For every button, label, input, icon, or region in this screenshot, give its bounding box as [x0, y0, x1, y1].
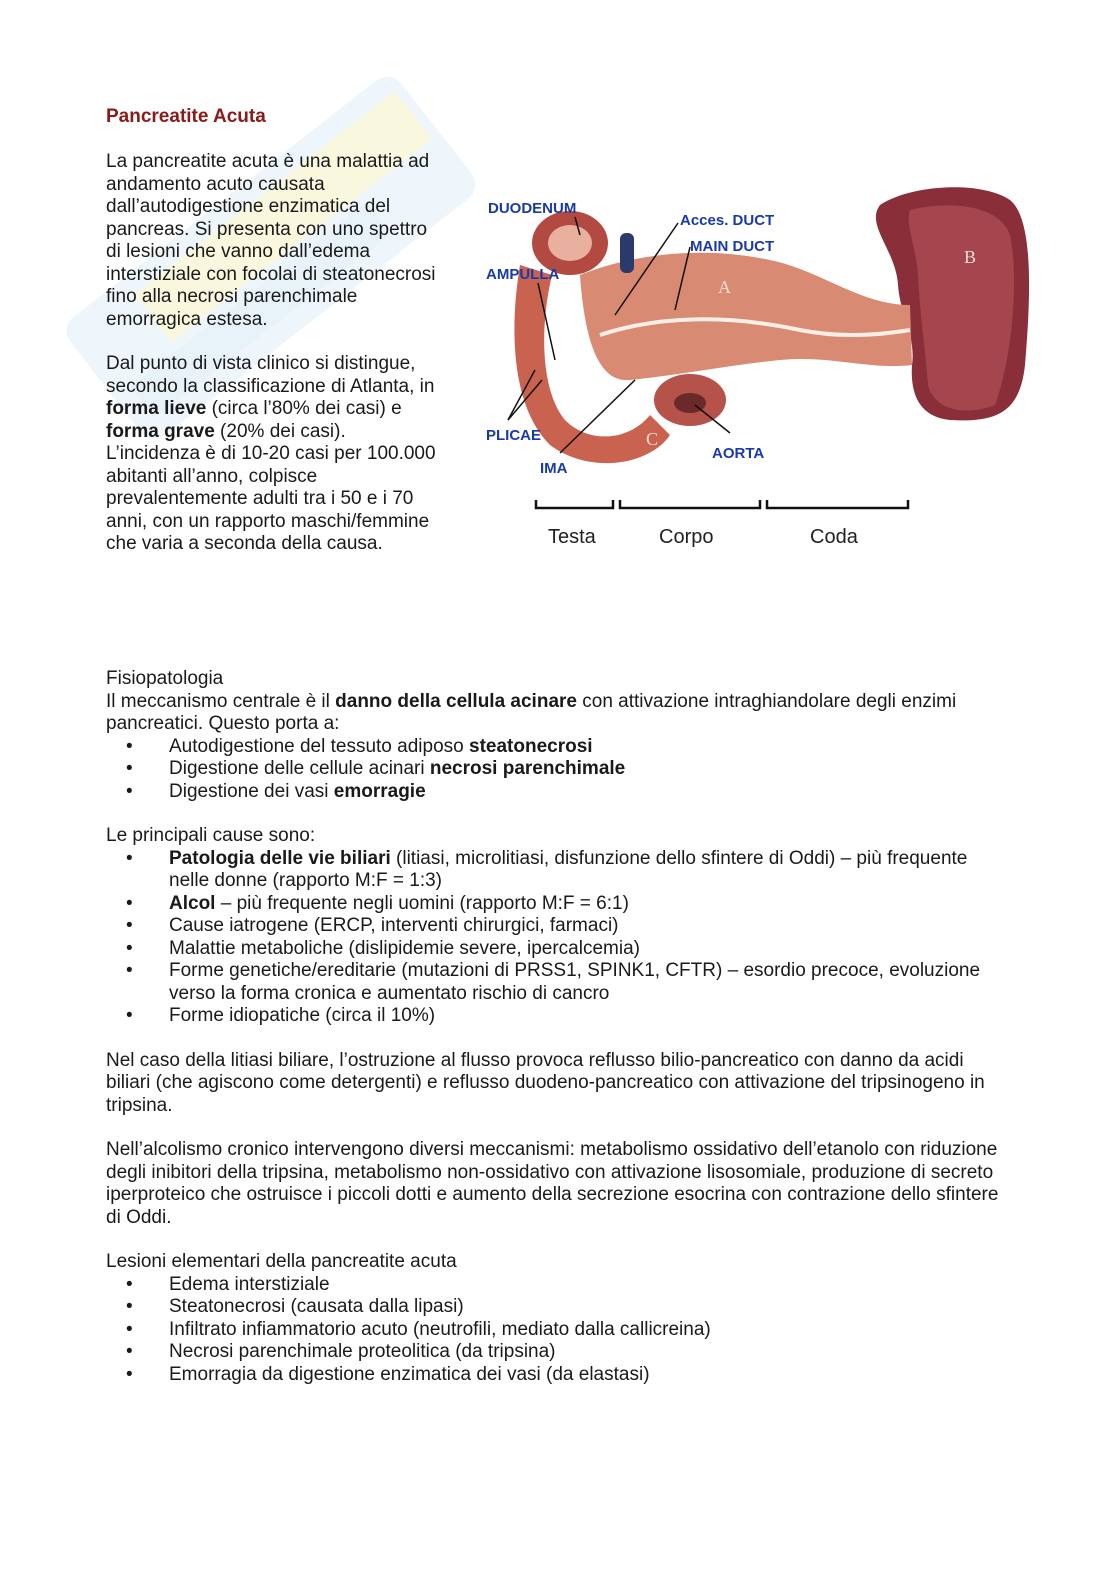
fisiopatologia-list — [106, 736, 1006, 804]
fisiopatologia-section — [106, 668, 1006, 803]
intro-paragraph-1: La pancreatite acuta è una malattia ad andamento acuto causata dall’autodigestione enzimatica del pancreas. Si presenta con uno spettro di lesioni che vanno dall’edema interstiziale con focolai di steatonecrosi fino alla necrosi parenchimale emorragica estesa. — [106, 151, 436, 330]
label-plicae: PLICAE — [486, 427, 542, 444]
litiasi-section — [106, 1050, 1006, 1118]
page-title: Pancreatite Acuta — [106, 106, 266, 127]
region-testa: Testa — [548, 526, 596, 548]
label-c: C — [646, 429, 659, 449]
list-item: • Autodigestione del tessuto adiposo steatonecrosi — [106, 736, 1006, 759]
main-content — [106, 668, 1006, 1408]
cause-section — [106, 825, 1006, 1028]
list-item: • Emorragia da digestione enzimatica dei vasi (da elastasi) — [106, 1364, 1006, 1387]
cause-list — [106, 848, 1006, 1028]
list-item: • Malattie metaboliche (dislipidemie severe, ipercalcemia) — [106, 938, 1006, 961]
list-item: • Forme genetiche/ereditarie (mutazioni di PRSS1, SPINK1, CFTR) – esordio precoce, evoluzione verso la forma cronica e aumentato rischio di cancro — [106, 960, 1006, 1005]
label-main-duct: MAIN DUCT — [690, 238, 775, 255]
pancreas-anatomy-figure — [480, 165, 1040, 565]
intro-section — [106, 151, 436, 578]
list-item: • Edema interstiziale — [106, 1274, 1006, 1297]
list-item: • Cause iatrogene (ERCP, interventi chirurgici, farmaci) — [106, 915, 1006, 938]
label-acces-duct: Acces. DUCT — [680, 212, 775, 229]
litiasi-paragraph: Nel caso della litiasi biliare, l’ostruzione al flusso provoca reflusso bilio-pancreatico con danno da acidi biliari (che agiscono come detergenti) e reflusso duodeno-pancreatico con attivazione del tripsinogeno in tripsina. — [106, 1049, 985, 1116]
region-coda: Coda — [810, 526, 858, 548]
list-item: • Steatonecrosi (causata dalla lipasi) — [106, 1296, 1006, 1319]
label-ampulla: AMPULLA — [486, 266, 560, 283]
list-item: • Patologia delle vie biliari (litiasi, microlitiasi, disfunzione dello sfintere di Oddi) – più frequente nelle donne (rapporto M:F = 1:3) — [106, 848, 1006, 893]
label-duodenum: DUODENUM — [488, 200, 577, 217]
cause-heading: Le principali cause sono: — [106, 825, 316, 846]
list-item: • Digestione delle cellule acinari necrosi parenchimale — [106, 758, 1006, 781]
lesioni-heading: Lesioni elementari della pancreatite acuta — [106, 1251, 457, 1272]
region-corpo: Corpo — [659, 526, 714, 548]
fisiopatologia-heading: Fisiopatologia — [106, 668, 224, 689]
lesioni-section — [106, 1251, 1006, 1386]
list-item: • Digestione dei vasi emorragie — [106, 781, 1006, 804]
label-aorta: AORTA — [712, 445, 765, 462]
region-brackets — [536, 500, 908, 508]
label-a: A — [718, 277, 731, 297]
list-item: • Alcol – più frequente negli uomini (rapporto M:F = 6:1) — [106, 893, 1006, 916]
label-b: B — [964, 247, 977, 267]
alcolismo-section — [106, 1139, 1006, 1229]
list-item: • Necrosi parenchimale proteolitica (da tripsina) — [106, 1341, 1006, 1364]
fisiopatologia-intro: Il meccanismo centrale è il danno della cellula acinare con attivazione intraghiandolare degli enzimi pancreatici. Questo porta a: — [106, 690, 957, 734]
pancreas-illustration — [480, 165, 1040, 565]
intro-paragraph-2: Dal punto di vista clinico si distingue, secondo la classificazione di Atlanta, in forma lieve (circa l’80% dei casi) e forma grave (20% dei casi). L’incidenza è di 10-20 casi per 100.000 abitanti all’anno, colpisce prevalentemente adulti tra i 50 e i 70 anni, con un rapporto maschi/femmine che varia a seconda della causa. — [106, 353, 436, 554]
alcolismo-paragraph: Nell’alcolismo cronico intervengono diversi meccanismi: metabolismo ossidativo dell’etanolo con riduzione degli inibitori della tripsina, metabolismo non-ossidativo con attivazione lisosomiale, produzione di secreto iperproteico che ostruisce i piccoli dotti e aumento della secrezione esocrina con contrazione dello sfintere di Oddi. — [106, 1139, 999, 1228]
list-item: • Infiltrato infiammatorio acuto (neutrofili, mediato dalla callicreina) — [106, 1319, 1006, 1342]
list-item: • Forme idiopatiche (circa il 10%) — [106, 1005, 1006, 1028]
lesioni-list — [106, 1274, 1006, 1387]
label-ima: IMA — [540, 460, 568, 477]
